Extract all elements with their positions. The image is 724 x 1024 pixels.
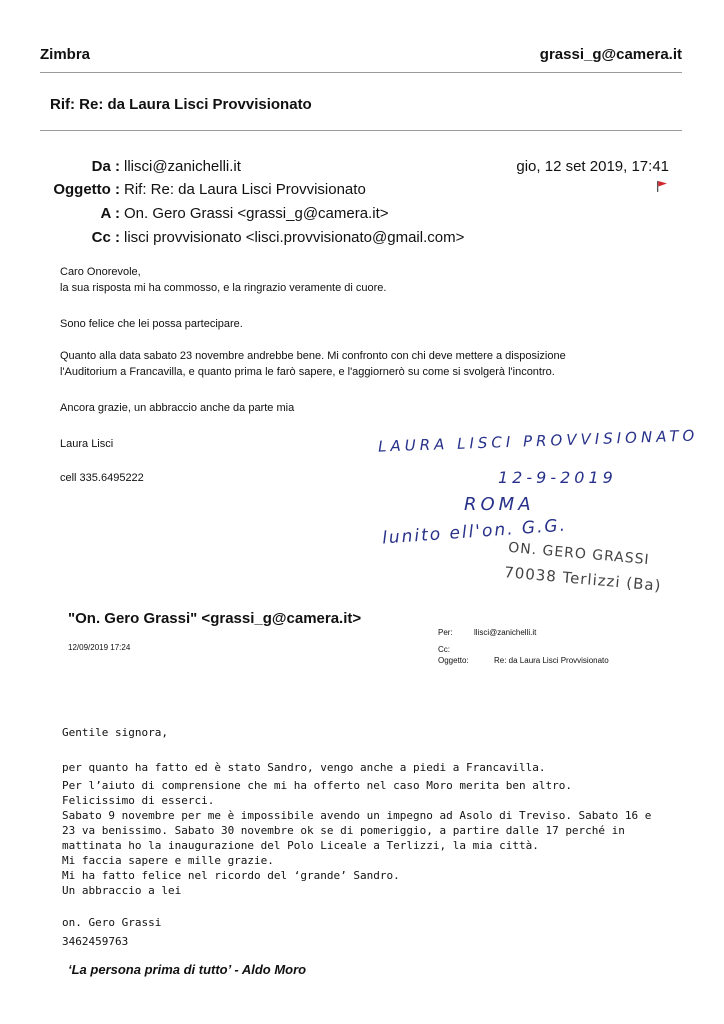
message-date: gio, 12 set 2019, 17:41 bbox=[516, 158, 669, 175]
stamp-name: ON. GERO GRASSI bbox=[507, 539, 651, 569]
footer-quote: ‘La persona prima di tutto’ - Aldo Moro bbox=[68, 962, 307, 977]
reply-line: la sua risposta mi ha commosso, e la ringrazio veramente di cuore. bbox=[60, 282, 387, 294]
reply-line: Quanto alla data sabato 23 novembre andrebbe bene. Mi confronto con chi deve mettere a disposizione bbox=[60, 350, 566, 362]
cc-value[interactable]: lisci provvisionato <lisci.provvisionato@gmail.com> bbox=[124, 229, 465, 246]
reply-line: Ancora grazie, un abbraccio anche da parte mia bbox=[60, 402, 295, 414]
handwritten-place: ROMA bbox=[464, 494, 535, 515]
handwritten-note: lunito ell'on. G.G. bbox=[381, 515, 568, 549]
oggetto-value: Re: da Laura Lisci Provvisionato bbox=[494, 656, 609, 665]
user-email: grassi_g@camera.it bbox=[539, 46, 682, 63]
reply-line: Caro Onorevole, bbox=[60, 266, 141, 278]
cc2-label: Cc: bbox=[438, 645, 450, 654]
from-label: Da : bbox=[91, 158, 120, 175]
original-line: Sabato 9 novembre per me è impossibile avendo un impegno ad Asolo di Treviso. Sabato 16 e bbox=[62, 809, 652, 822]
handwritten-name: LAURA LISCI PROVVISIONATO bbox=[377, 426, 699, 456]
to-label: A : bbox=[100, 205, 120, 222]
reply-phone: cell 335.6495222 bbox=[60, 472, 144, 484]
per-value: llisci@zanichelli.it bbox=[474, 628, 537, 637]
cc-label: Cc : bbox=[91, 229, 120, 246]
oggetto-label: Oggetto: bbox=[438, 656, 469, 665]
original-line: Mi faccia sapere e mille grazie. bbox=[62, 854, 274, 867]
message-subject-title: Rif: Re: da Laura Lisci Provvisionato bbox=[50, 96, 312, 113]
subject-divider bbox=[40, 130, 682, 131]
app-name: Zimbra bbox=[40, 46, 91, 63]
handwritten-date: 12-9-2019 bbox=[498, 468, 617, 487]
original-line: 23 va benissimo. Sabato 30 novembre ok se di pomeriggio, a partire dalle 17 perché in bbox=[62, 824, 625, 837]
original-signature-phone: 3462459763 bbox=[62, 935, 129, 948]
to-value[interactable]: On. Gero Grassi <grassi_g@camera.it> bbox=[124, 205, 389, 222]
flag-icon[interactable] bbox=[656, 180, 668, 192]
reply-line: l'Auditorium a Francavilla, e quanto prima le farò sapere, e l'aggiornerò su come si svolgerà l'incontro. bbox=[60, 366, 555, 378]
subject-value: Rif: Re: da Laura Lisci Provvisionato bbox=[124, 181, 366, 198]
stamp-address: 70038 Terlizzi (Ba) bbox=[503, 563, 663, 595]
original-from: "On. Gero Grassi" <grassi_g@camera.it> bbox=[68, 610, 362, 627]
original-line: Felicissimo di esserci. bbox=[62, 794, 215, 807]
reply-line: Sono felice che lei possa partecipare. bbox=[60, 318, 243, 330]
reply-signature-name: Laura Lisci bbox=[60, 438, 114, 450]
per-label: Per: bbox=[438, 628, 453, 637]
original-line: Gentile signora, bbox=[62, 726, 168, 739]
original-date: 12/09/2019 17:24 bbox=[68, 643, 131, 652]
original-line: Mi ha fatto felice nel ricordo del ‘grande’ Sandro. bbox=[62, 869, 400, 882]
original-line: Un abbraccio a lei bbox=[62, 884, 182, 897]
from-value[interactable]: llisci@zanichelli.it bbox=[124, 158, 241, 175]
header-divider bbox=[40, 72, 682, 73]
original-line: per quanto ha fatto ed è stato Sandro, vengo anche a piedi a Francavilla. bbox=[62, 761, 546, 774]
subject-label: Oggetto : bbox=[53, 181, 120, 198]
original-line: Per l’aiuto di comprensione che mi ha offerto nel caso Moro merita ben altro. bbox=[62, 779, 572, 792]
original-line: mattinata ho la inaugurazione del Polo Liceale a Terlizzi, la mia città. bbox=[62, 839, 539, 852]
original-signature-name: on. Gero Grassi bbox=[62, 916, 162, 929]
